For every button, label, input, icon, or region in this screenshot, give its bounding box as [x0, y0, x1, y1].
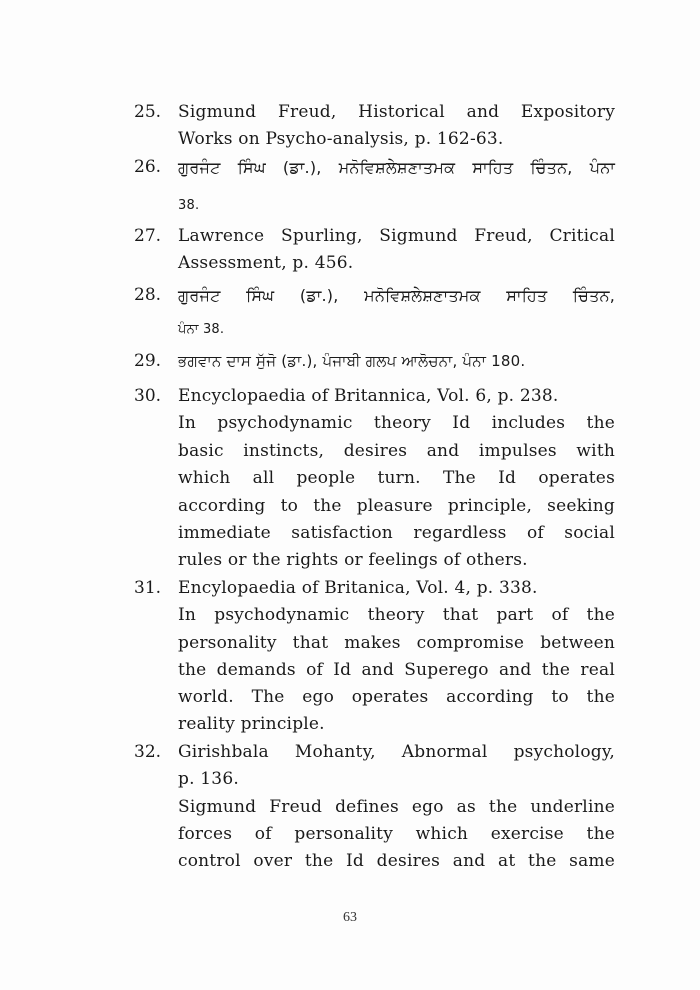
note-citation: p. 136. — [178, 769, 239, 789]
note-text-line: Sigmund Freud, Historical and Expository — [178, 102, 615, 122]
note-number: 25. — [134, 102, 162, 122]
note-text-line: ਗੁਰਜੰਟ ਸਿੰਘ (ਡਾ.), ਮਨੋਵਿਸ਼ਲੇਸ਼ਣਾਤਮਕ ਸਾਹਿਤ ਚਿੰਤਨ, ਪੰਨਾ — [178, 158, 615, 177]
note-number: 29. — [134, 351, 162, 371]
note-text-line: which all people turn. The Id operates — [178, 468, 615, 488]
page-number: 63 — [343, 910, 357, 925]
note-text-line: Sigmund Freud defines ego as the underline — [178, 797, 615, 817]
note-text-line: control over the Id desires and at the same — [178, 851, 615, 871]
note-text-line: immediate satisfaction regardless of social — [178, 523, 615, 543]
note-text-line: according to the pleasure principle, seeking — [178, 496, 615, 516]
note-text-line: reality principle. — [178, 714, 325, 734]
note-text-line: In psychodynamic theory Id includes the — [178, 413, 615, 433]
note-text-line: forces of personality which exercise the — [178, 824, 615, 844]
note-text-line: Works on Psycho-analysis, p. 162-63. — [178, 129, 504, 149]
note-text-line: ਪੰਨਾ 38. — [178, 322, 225, 337]
note-text-line: the demands of Id and Superego and the real — [178, 660, 615, 680]
note-text-line: personality that makes compromise between — [178, 633, 615, 653]
note-number: 31. — [134, 578, 162, 598]
note-citation: Encylopaedia of Britanica, Vol. 4, p. 338. — [178, 578, 538, 598]
note-number: 30. — [134, 386, 162, 406]
note-text-line: world. The ego operates according to the — [178, 687, 615, 707]
note-text-line: Lawrence Spurling, Sigmund Freud, Critical — [178, 226, 615, 246]
note-text-line: 38. — [178, 198, 200, 213]
note-citation: Girishbala Mohanty, Abnormal psychology, — [178, 742, 615, 762]
note-citation: Encyclopaedia of Britannica, Vol. 6, p. 238. — [178, 386, 559, 406]
note-text-line: In psychodynamic theory that part of the — [178, 605, 615, 625]
note-text-line: ਗੁਰਜੰਟ ਸਿੰਘ (ਡਾ.), ਮਨੋਵਿਸ਼ਲੇਸ਼ਣਾਤਮਕ ਸਾਹਿਤ ਚਿੰਤਨ, — [178, 286, 615, 305]
note-number: 32. — [134, 742, 162, 762]
note-number: 27. — [134, 226, 162, 246]
note-text-line: rules or the rights or feelings of others. — [178, 550, 528, 570]
note-text-line: Assessment, p. 456. — [178, 253, 354, 273]
note-text-line: ਭਗਵਾਨ ਦਾਸ ਸੁੱਜੋ (ਡਾ.), ਪੰਜਾਬੀ ਗਲਪ ਆਲੋਚਨਾ, ਪੰਨਾ 180. — [178, 352, 526, 370]
note-number: 28. — [134, 285, 162, 305]
note-number: 26. — [134, 157, 162, 177]
note-text-line: basic instincts, desires and impulses with — [178, 441, 615, 461]
